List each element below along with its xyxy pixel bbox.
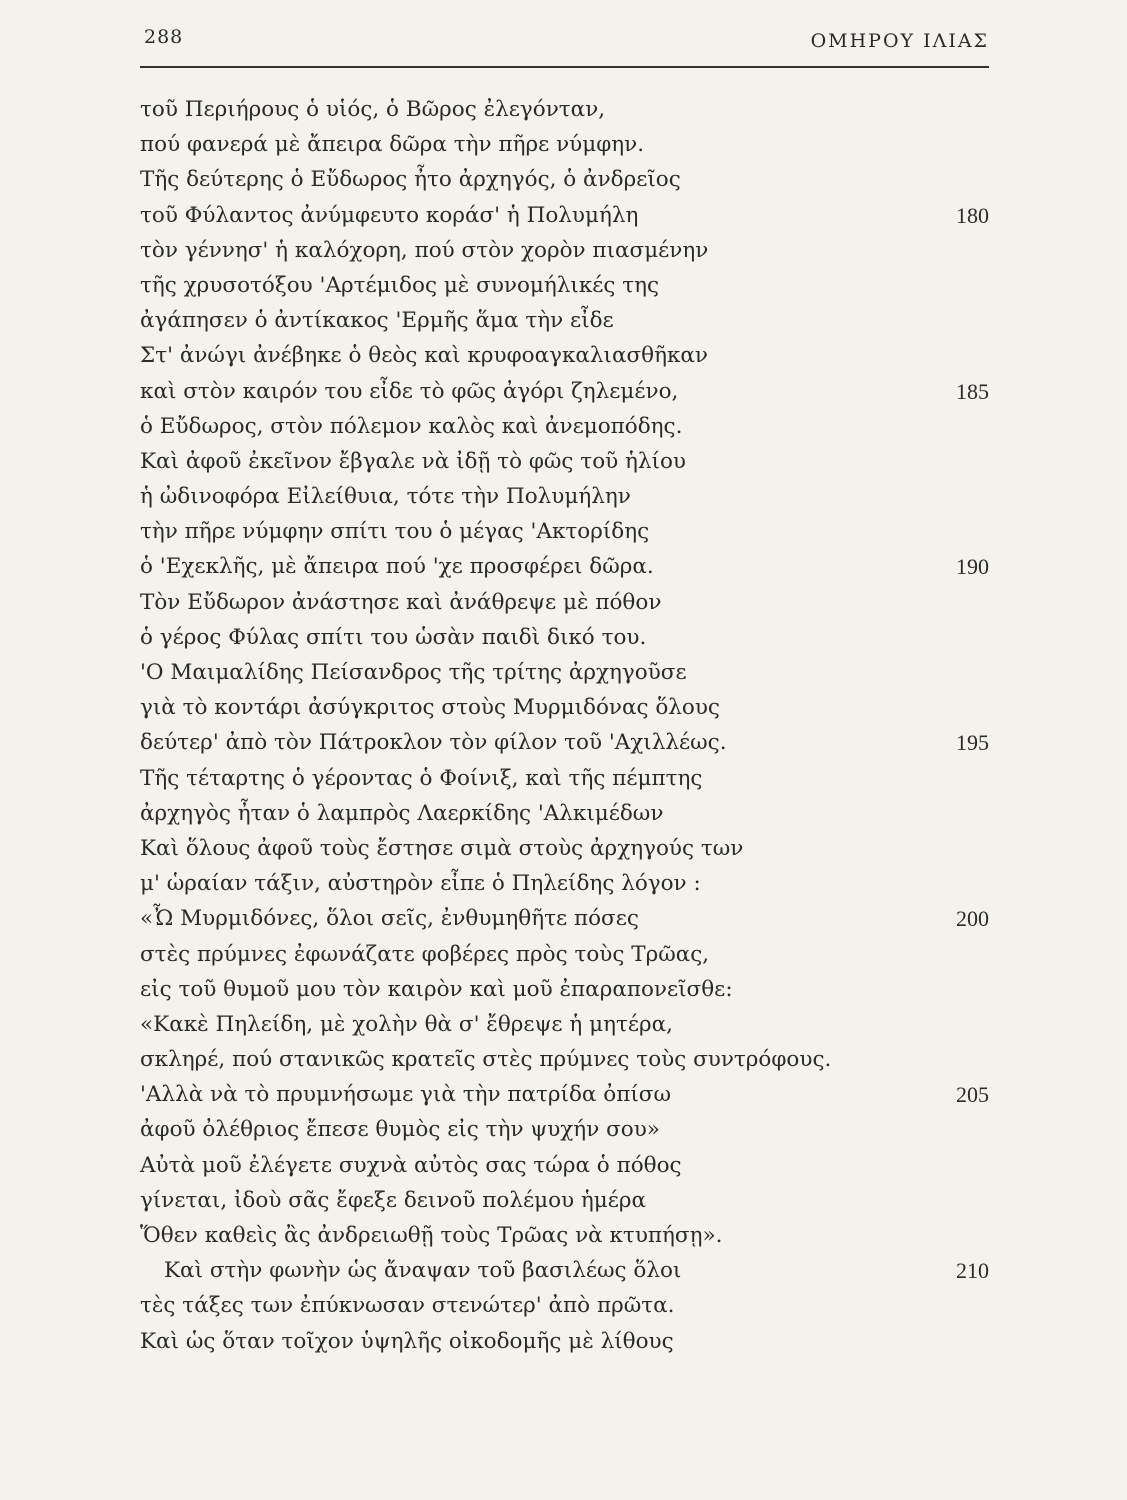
verse-line bbox=[0, 1218, 1127, 1253]
verse-line bbox=[0, 268, 1127, 303]
verse-line bbox=[0, 725, 1127, 760]
verse-line-text: τὸν γέννησ' ἡ καλόχορη, πού στὸν χορὸν πιασμένην bbox=[140, 237, 709, 263]
verse-line-text: Τῆς τέταρτης ὁ γέροντας ὁ Φοίνιξ, καὶ τῆς πέμπτης bbox=[140, 765, 703, 791]
verse-line-text: ὁ γέρος Φύλας σπίτι του ὡσὰν παιδὶ δικό του. bbox=[140, 624, 647, 650]
verse-line-text: γιὰ τὸ κοντάρι ἀσύγκριτος στοὺς Μυρμιδόνας ὅλους bbox=[140, 695, 720, 721]
verse-line bbox=[0, 162, 1127, 197]
verse-line-text: Τῆς δεύτερης ὁ Εὔδωρος ἦτο ἀρχηγός, ὁ ἀνδρεῖος bbox=[140, 167, 681, 193]
line-number: 205 bbox=[956, 1082, 989, 1108]
verse-line bbox=[0, 233, 1127, 268]
verse-line-text: ἀφοῦ ὀλέθριος ἔπεσε θυμὸς εἰς τὴν ψυχήν σου» bbox=[140, 1117, 660, 1143]
verse-line-text: Τὸν Εὔδωρον ἀνάστησε καὶ ἀνάθρεψε μὲ πόθον bbox=[140, 589, 662, 615]
line-number: 185 bbox=[956, 378, 989, 404]
verse-line-text: στὲς πρύμνες ἐφωνάζατε φοβέρες πρὸς τοὺς Τρῶας, bbox=[140, 941, 710, 967]
page-number: 288 bbox=[144, 26, 184, 48]
verse-line-text: πού φανερά μὲ ἄπειρα δῶρα τὴν πῆρε νύμφην. bbox=[140, 132, 645, 158]
verse-line bbox=[0, 1253, 1127, 1288]
verse-line-text: σκληρέ, πού στανικῶς κρατεῖς στὲς πρύμνες τοὺς συντρόφους. bbox=[140, 1047, 832, 1073]
verse-line-text: γίνεται, ἰδοὺ σᾶς ἔφεξε δεινοῦ πολέμου ἡμέρα bbox=[140, 1187, 647, 1213]
line-number: 210 bbox=[956, 1258, 989, 1284]
verse-line bbox=[0, 127, 1127, 162]
verse-line bbox=[0, 409, 1127, 444]
verse-line-text: Καὶ ὅλους ἀφοῦ τοὺς ἔστησε σιμὰ στοὺς ἀρχηγούς των bbox=[140, 835, 744, 861]
verse-line-text: τοῦ Φύλαντος ἀνύμφευτο κοράσ' ἡ Πολυμήλη bbox=[140, 202, 639, 228]
verse-line bbox=[0, 1077, 1127, 1112]
verse-line-text: Καὶ ὡς ὅταν τοῖχον ὑψηλῆς οἰκοδομῆς μὲ λίθους bbox=[140, 1328, 674, 1354]
line-number: 200 bbox=[956, 906, 989, 932]
verse-line bbox=[0, 198, 1127, 233]
verse-line-text: τὲς τάξες των ἐπύκνωσαν στενώτερ' ἀπὸ πρῶτα. bbox=[140, 1293, 675, 1319]
verse-line bbox=[0, 1042, 1127, 1077]
verse-line bbox=[0, 655, 1127, 690]
verse-line-text: ὁ Εὔδωρος, στὸν πόλεμον καλὸς καὶ ἀνεμοπόδης. bbox=[140, 413, 683, 439]
verse-line bbox=[0, 549, 1127, 584]
verse-line bbox=[0, 1148, 1127, 1183]
verse-line bbox=[0, 338, 1127, 373]
verse-line bbox=[0, 1288, 1127, 1323]
verse-text-block bbox=[0, 92, 1127, 1359]
verse-line bbox=[0, 303, 1127, 338]
verse-line-text: τὴν πῆρε νύμφην σπίτι του ὁ μέγας 'Ακτορίδης bbox=[140, 519, 650, 545]
verse-line bbox=[0, 585, 1127, 620]
verse-line bbox=[0, 479, 1127, 514]
verse-line-text: Ὅθεν καθεὶς ἂς ἀνδρειωθῇ τοὺς Τρῶας νὰ κτυπήσῃ». bbox=[140, 1223, 723, 1248]
verse-line bbox=[0, 901, 1127, 936]
running-title: ΟΜΗΡΟΥ ΙΛΙΑΣ bbox=[810, 30, 989, 52]
verse-line-text: καὶ στὸν καιρόν του εἶδε τὸ φῶς ἀγόρι ζηλεμένο, bbox=[140, 378, 679, 404]
verse-line bbox=[0, 1007, 1127, 1042]
verse-line bbox=[0, 374, 1127, 409]
verse-line bbox=[0, 514, 1127, 549]
verse-line-text: ἀρχηγὸς ἦταν ὁ λαμπρὸς Λαερκίδης 'Αλκιμέδων bbox=[140, 800, 664, 826]
verse-line bbox=[0, 972, 1127, 1007]
verse-line bbox=[0, 761, 1127, 796]
verse-line-text: εἰς τοῦ θυμοῦ μου τὸν καιρὸν καὶ μοῦ ἐπαραπονεῖσθε: bbox=[140, 976, 733, 1002]
verse-line-text: ἀγάπησεν ὁ ἀντίκακος 'Ερμῆς ἅμα τὴν εἶδε bbox=[140, 308, 614, 334]
verse-line bbox=[0, 937, 1127, 972]
verse-line-text: μ' ὡραίαν τάξιν, αὐστηρὸν εἶπε ὁ Πηλείδης λόγον : bbox=[140, 871, 701, 897]
verse-line-text: δεύτερ' ἀπὸ τὸν Πάτροκλον τὸν φίλον τοῦ 'Αχιλλέως. bbox=[140, 730, 727, 756]
verse-line-text: ἡ ὠδινοφόρα Εἰλείθυια, τότε τὴν Πολυμήλην bbox=[140, 484, 631, 510]
verse-line-text: Καὶ στὴν φωνὴν ὡς ἄναψαν τοῦ βασιλέως ὅλοι bbox=[164, 1258, 682, 1284]
line-number: 180 bbox=[956, 202, 989, 228]
verse-line bbox=[0, 796, 1127, 831]
verse-line-text: «Ὦ Μυρμιδόνες, ὅλοι σεῖς, ἐνθυμηθῆτε πόσες bbox=[140, 906, 639, 932]
verse-line bbox=[0, 866, 1127, 901]
verse-line bbox=[0, 444, 1127, 479]
verse-line bbox=[0, 1324, 1127, 1359]
verse-line-text: «Κακὲ Πηλείδη, μὲ χολὴν θὰ σ' ἔθρεψε ἡ μητέρα, bbox=[140, 1011, 673, 1037]
verse-line-text: τῆς χρυσοτόξου 'Αρτέμιδος μὲ συνομήλικές της bbox=[140, 272, 660, 298]
verse-line-text: 'Αλλὰ νὰ τὸ πρυμνήσωμε γιὰ τὴν πατρίδα ὀπίσω bbox=[140, 1082, 671, 1108]
verse-line-text: Στ' ἀνώγι ἀνέβηκε ὁ θεὸς καὶ κρυφοαγκαλιασθῆκαν bbox=[140, 343, 708, 369]
verse-line-text: Καὶ ἀφοῦ ἐκεῖνον ἔβγαλε νὰ ἰδῇ τὸ φῶς τοῦ ἡλίου bbox=[140, 448, 687, 474]
verse-line-text: Αὐτὰ μοῦ ἐλέγετε συχνὰ αὐτὸς σας τώρα ὁ πόθος bbox=[140, 1152, 682, 1178]
verse-line-text: ὁ 'Εχεκλῆς, μὲ ἄπειρα πού 'χε προσφέρει δῶρα. bbox=[140, 554, 654, 580]
line-number: 190 bbox=[956, 554, 989, 580]
verse-line bbox=[0, 1183, 1127, 1218]
verse-line bbox=[0, 620, 1127, 655]
verse-line bbox=[0, 1112, 1127, 1147]
verse-line-text: τοῦ Περιήρους ὁ υἱός, ὁ Βῶρος ἐλεγόνταν, bbox=[140, 97, 606, 122]
verse-line bbox=[0, 92, 1127, 127]
line-number: 195 bbox=[956, 730, 989, 756]
verse-line bbox=[0, 831, 1127, 866]
verse-line-text: 'Ο Μαιμαλίδης Πείσανδρος τῆς τρίτης ἀρχηγοῦσε bbox=[140, 660, 687, 685]
header-rule bbox=[140, 66, 989, 68]
verse-line bbox=[0, 690, 1127, 725]
